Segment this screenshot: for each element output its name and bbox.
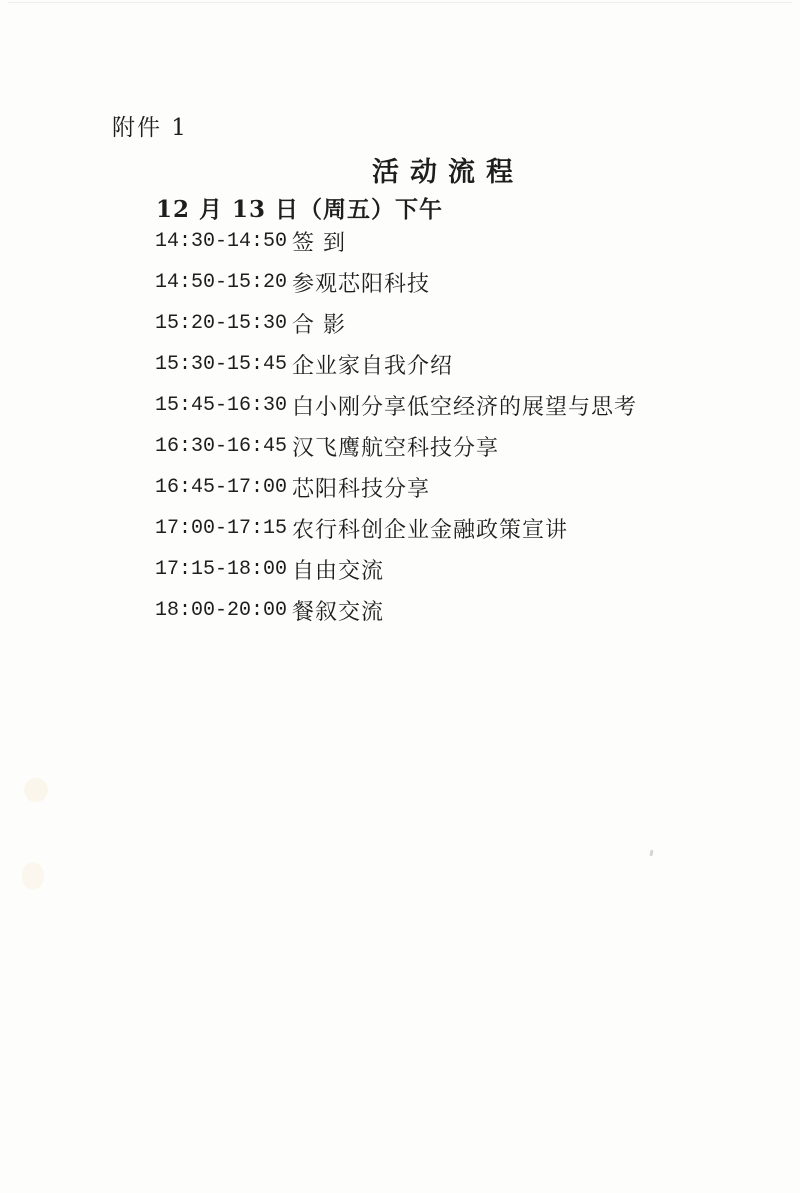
schedule-list: [155, 221, 637, 631]
scan-speck: [649, 850, 653, 856]
schedule-activity: 餐叙交流: [292, 600, 385, 625]
schedule-activity: 汉飞鹰航空科技分享: [292, 436, 500, 461]
schedule-time: 16:30-16:45: [155, 435, 288, 458]
schedule-time: 18:00-20:00: [155, 599, 288, 622]
scan-top-edge-line: [8, 2, 792, 3]
schedule-time: 15:45-16:30: [155, 394, 288, 417]
schedule-row: [155, 549, 637, 590]
schedule-time: 16:45-17:00: [155, 476, 288, 499]
schedule-row: [155, 385, 637, 426]
schedule-activity: 合 影: [292, 313, 346, 338]
schedule-time: 15:30-15:45: [155, 353, 288, 376]
schedule-activity: 签 到: [292, 231, 346, 256]
schedule-row: [155, 426, 637, 467]
schedule-activity: 企业家自我介绍: [292, 354, 454, 379]
schedule-row: [155, 303, 637, 344]
schedule-activity: 参观芯阳科技: [292, 272, 431, 297]
schedule-row: [155, 262, 637, 303]
schedule-activity: 芯阳科技分享: [292, 477, 431, 502]
schedule-time: 14:30-14:50: [155, 230, 288, 253]
schedule-row: [155, 344, 637, 385]
schedule-time: 17:15-18:00: [155, 558, 288, 581]
schedule-activity: 农行科创企业金融政策宣讲: [292, 518, 569, 543]
attachment-label: 附件 1: [112, 115, 188, 141]
schedule-time: 14:50-15:20: [155, 271, 288, 294]
schedule-time: 15:20-15:30: [155, 312, 288, 335]
schedule-row: [155, 590, 637, 631]
page-title: 活动流程: [372, 157, 524, 188]
scan-smudge: [24, 778, 48, 802]
schedule-activity: 自由交流: [292, 559, 385, 584]
schedule-row: [155, 508, 637, 549]
date-heading: 12 月 13 日（周五）下午: [156, 196, 444, 223]
schedule-activity: 白小刚分享低空经济的展望与思考: [292, 395, 638, 420]
schedule-time: 17:00-17:15: [155, 517, 288, 540]
schedule-row: [155, 467, 637, 508]
scan-smudge: [22, 862, 44, 890]
schedule-row: [155, 221, 637, 262]
